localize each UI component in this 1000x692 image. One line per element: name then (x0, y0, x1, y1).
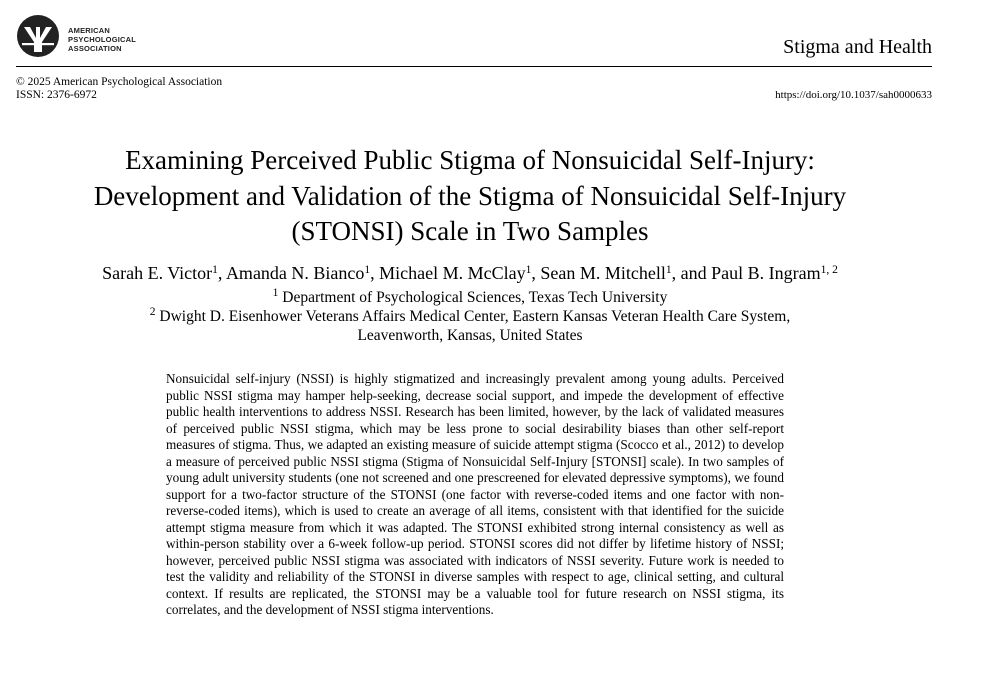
author-separator: , and (671, 263, 712, 283)
issn: ISSN: 2376-6972 (16, 88, 97, 101)
author-separator: , (217, 263, 226, 283)
affiliation-2-text: Dwight D. Eisenhower Veterans Affairs Medical Center, Eastern Kansas Veteran Health Care System, (159, 308, 791, 325)
affiliation-2 (0, 307, 940, 326)
abstract: Nonsuicidal self-injury (NSSI) is highly stigmatized and increasingly prevalent among young adults. Perceived public NSSI stigma may hamper help-seeking, decrease social support, and impede the development of effective public health interventions to address NSSI. Research has been limited, however, by the lack of validated measures of perceived public NSSI stigma, which may be less prone to social desirability biases than other self-report measures of stigma. Thus, we adapted an existing measure of suicide attempt stigma (Scocco et al., 2012) to develop a measure of perceived public NSSI stigma (Stigma of Nonsuicidal Self-Injury [STONSI] scale). In two samples of young adult university students (one not screened and one prescreened for elevated depressive symptoms), we found support for a two-factor structure of the STONSI (one factor with reverse-coded items and one factor with non-reverse-coded items), which is used to create an average of all items, consistent with that identified for the suicide attempt stigma measure from which it was adapted. The STONSI exhibited strong internal consistency as well as within-person stability over a 6-week follow-up period. STONSI scores did not differ by lifetime history of NSSI; however, perceived public NSSI stigma was associated with indicators of NSSI severity. Future work is needed to test the validity and reliability of the STONSI in diverse samples with respect to age, clinical setting, and cultural context. If results are replicated, the STONSI may be a valuable tool for future research on NSSI stigma, its correlates, and the development of NSSI stigma interventions. (166, 371, 784, 617)
affiliations (0, 288, 940, 345)
author-name: Michael M. McClay (379, 263, 526, 283)
author-separator: , (370, 263, 380, 283)
title-line-1: Examining Perceived Public Stigma of Nonsuicidal Self-Injury: (125, 145, 815, 175)
journal-name: Stigma and Health (783, 36, 932, 58)
author-affil-sup: 1 (525, 264, 532, 276)
affiliation-1-sup: 1 (272, 287, 279, 299)
author-affil-sup: 1, 2 (820, 264, 838, 276)
publisher-name (68, 26, 136, 53)
header-divider (16, 66, 932, 67)
copyright: © 2025 American Psychological Association (16, 76, 223, 88)
publisher-line-1: AMERICAN (68, 26, 111, 35)
author-affil-sup: 1 (665, 264, 672, 276)
publisher-line-2: PSYCHOLOGICAL (68, 35, 137, 44)
author-name: Sarah E. Victor (102, 263, 213, 283)
author-affil-sup: 1 (364, 264, 371, 276)
author-separator: , (531, 263, 541, 283)
title-line-2: Development and Validation of the Stigma of Nonsuicidal Self-Injury (93, 180, 847, 211)
affiliation-2-sup: 2 (149, 306, 156, 318)
affiliation-2-line-2: Leavenworth, Kansas, United States (357, 327, 583, 344)
apa-logo-icon (16, 14, 60, 58)
author-name: Paul B. Ingram (711, 263, 821, 283)
paper-title (0, 143, 940, 250)
author-name: Sean M. Mitchell (540, 263, 666, 283)
publisher-line-3: ASSOCIATION (68, 44, 122, 53)
affiliation-1-text: Department of Psychological Sciences, Texas Tech University (282, 289, 668, 306)
copyright-block (16, 76, 222, 101)
author-list (0, 262, 940, 284)
author-name: Amanda N. Bianco (225, 263, 365, 283)
title-line-3: (STONSI) Scale in Two Samples (291, 216, 649, 246)
doi-link[interactable]: https://doi.org/10.1037/sah0000633 (775, 89, 932, 101)
author-affil-sup: 1 (212, 264, 218, 276)
affiliation-1 (0, 288, 940, 307)
